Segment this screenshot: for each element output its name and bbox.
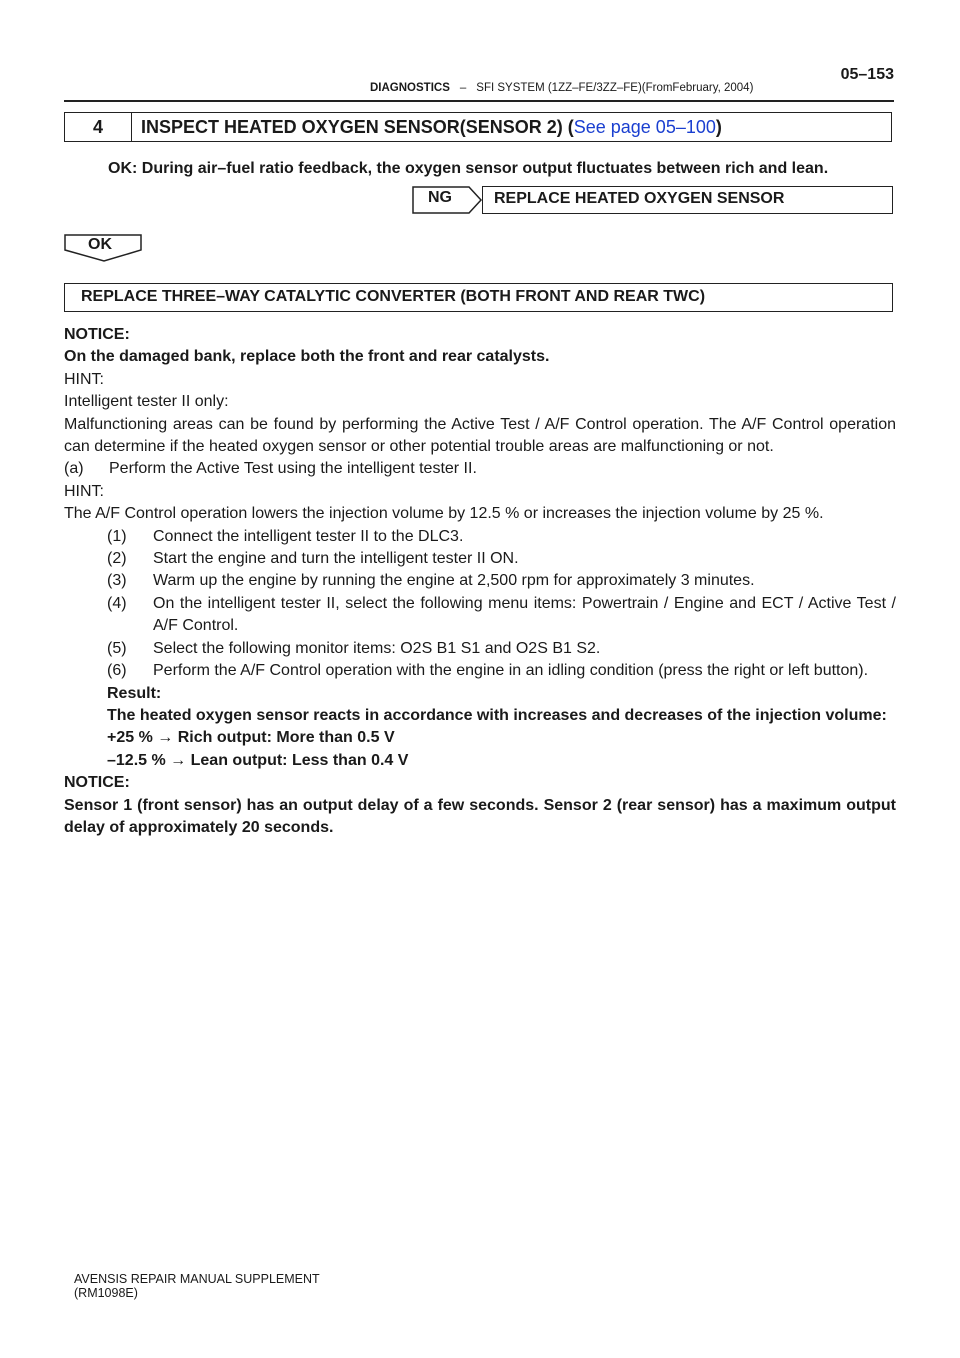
header-section (370, 82, 753, 94)
ok-label: OK (88, 236, 112, 253)
result-title: Result: (107, 684, 162, 702)
substep-label: (3) (107, 572, 127, 590)
lean-prefix: –12.5 % (107, 751, 166, 769)
hint2-title: HINT: (64, 482, 104, 500)
hint-line: Intelligent tester II only: (64, 393, 229, 411)
step-title-text: INSPECT HEATED OXYGEN SENSOR(SENSOR 2) ( (141, 117, 574, 137)
substep-label: (6) (107, 662, 127, 680)
substep-item (107, 638, 896, 660)
substep-text: Perform the A/F Control operation with the engine in an idling condition (press the right or left button). (153, 662, 869, 680)
rich-output-line (107, 727, 896, 749)
header-rule (64, 100, 894, 102)
step-title (141, 113, 722, 141)
replace-action-box (64, 283, 893, 312)
result-text: The heated oxygen sensor reacts in accordance with increases and decreases of the injection volume: (107, 706, 887, 724)
substep-list (64, 526, 896, 772)
lean-output-line (107, 750, 896, 772)
rich-text: Rich output: More than 0.5 V (177, 729, 395, 747)
notice-text: On the damaged bank, replace both the front and rear catalysts. (64, 348, 550, 366)
step-a (64, 458, 896, 480)
hint-title: HINT: (64, 370, 104, 388)
substep-label: (5) (107, 639, 127, 657)
substep-label: (1) (107, 527, 127, 545)
substep-text: Start the engine and turn the intelligent tester II ON. (153, 550, 519, 568)
step-a-label: (a) (64, 460, 84, 478)
step-a-text: Perform the Active Test using the intelligent tester II. (109, 460, 477, 478)
substep-text: Select the following monitor items: O2S B1 S1 and O2S B1 S2. (153, 639, 601, 657)
substep-text: On the intelligent tester II, select the following menu items: Powertrain / Engine and ECT / Active Test / A/F Control. (153, 594, 896, 635)
substep-item (107, 570, 896, 592)
right-arrow-icon: → (170, 751, 187, 769)
hint2-paragraph: The A/F Control operation lowers the injection volume by 12.5 % or increases the injection volume by 25 %. (64, 505, 824, 523)
page-number: 05–153 (840, 66, 894, 83)
header-subtitle: SFI SYSTEM (1ZZ–FE/3ZZ–FE)(FromFebruary, 2004) (476, 82, 754, 94)
header-dash: – (459, 82, 467, 94)
step-number: 4 (65, 113, 132, 141)
header-section-name: DIAGNOSTICS (370, 82, 450, 94)
substep-item (107, 660, 896, 682)
footer (74, 1272, 320, 1300)
step-title-box (64, 112, 892, 142)
substep-label: (2) (107, 550, 127, 568)
substep-text: Connect the intelligent tester II to the DLC3. (153, 527, 464, 545)
lean-text: Lean output: Less than 0.4 V (190, 751, 409, 769)
notice-title: NOTICE: (64, 326, 130, 343)
footer-manual-title: AVENSIS REPAIR MANUAL SUPPLEMENT (74, 1272, 320, 1286)
procedure-body (64, 324, 896, 839)
rich-prefix: +25 % (107, 729, 153, 747)
right-arrow-icon: → (157, 729, 174, 747)
ng-action-text: REPLACE HEATED OXYGEN SENSOR (494, 190, 785, 207)
substep-text: Warm up the engine by running the engine at 2,500 rpm for approximately 3 minutes. (153, 572, 755, 590)
step-title-end: ) (715, 117, 722, 137)
notice2-title: NOTICE: (64, 774, 130, 792)
hint-paragraph: Malfunctioning areas can be found by performing the Active Test / A/F Control operation. The A/F Control operation can determine if the heated oxygen sensor or other potential trouble areas are malfunctioning or not. (64, 415, 896, 456)
see-page-link[interactable]: See page 05–100 (573, 117, 716, 137)
substep-label: (4) (107, 594, 127, 612)
notice2-text: Sensor 1 (front sensor) has an output delay of a few seconds. Sensor 2 (rear sensor) has a maximum output delay of approximately 20 seconds. (64, 796, 896, 836)
substep-item (107, 593, 896, 638)
footer-manual-code: (RM1098E) (74, 1286, 138, 1300)
ng-action-box (482, 186, 893, 214)
ok-condition: OK: During air–fuel ratio feedback, the oxygen sensor output fluctuates between rich and lean. (108, 160, 829, 177)
substep-item (107, 526, 896, 548)
replace-action-text: REPLACE THREE–WAY CATALYTIC CONVERTER (BOTH FRONT AND REAR TWC) (81, 288, 706, 305)
substep-item (107, 548, 896, 570)
ng-label: NG (428, 189, 452, 206)
